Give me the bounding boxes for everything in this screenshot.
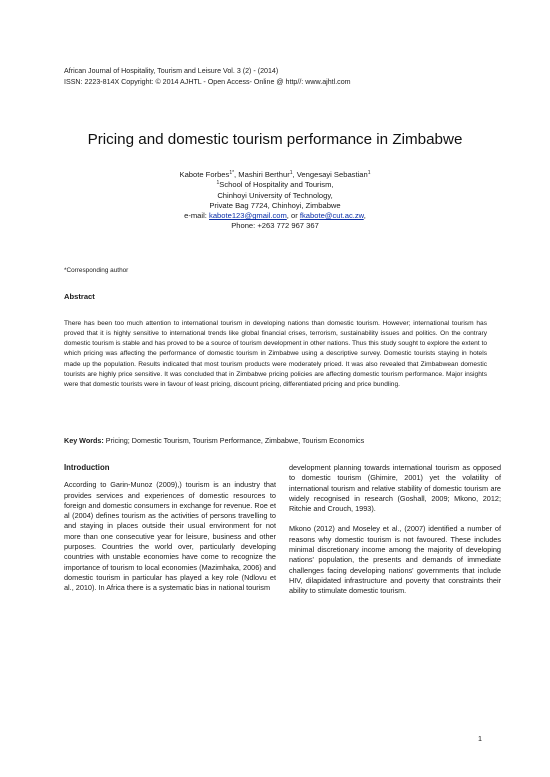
intro-paragraph-1: According to Garin-Munoz (2009),) tourism is an industry that provides services and experiences of domestic resources to foreign and domestic consumers in exchange for revenue. Roe et al (2004) defines tourism as the activities of persons travelling to and staying in places outside their usual environment for not more than one consecutive year for leisure, business and other purposes. Countries the world over, particularly developing countries with unstable economies have come to recognize the importance of tourism to local economies (Mazimhaka, 2006) and domestic tourism in particular has played a key role (Ndlovu et al., 2010). In Africa there is a systematic bias in national tourism [64,480,276,593]
right-column [289,463,501,597]
keywords-text: Pricing; Domestic Tourism, Tourism Performance, Zimbabwe, Tourism Economics [103,436,365,445]
intro-paragraph-2: development planning towards international tourism as opposed to domestic tourism (Ghimire, 2001) yet the volatility of international tourism and relative stability of domestic tourism are widely recognised in research (Goshall, 2009; Mkono, 2012; Ritchie and Crouch, 1993). [289,463,501,514]
left-column [64,463,276,594]
affiliation-address: Private Bag 7724, Chinhoyi, Zimbabwe [209,200,341,210]
introduction-heading: Introduction [64,463,110,472]
abstract-heading: Abstract [64,292,95,301]
email-separator: , or [286,211,300,221]
author-1-sup: 1* [229,170,235,176]
paper-title: Pricing and domestic tourism performance in Zimbabwe [87,131,463,148]
keywords-line [64,436,494,445]
email-prefix: e-mail: [184,211,210,221]
author-2-sup: 1 [289,170,293,176]
email-link-2[interactable]: fkabote@cut.ac.zw [299,211,364,221]
author-3-sup: 1 [367,170,371,176]
intro-paragraph-3: Mkono (2012) and Moseley et al., (2007) identified a number of reasons why domestic tourism is not favoured. These includes minimal discretionary income among the majority of developing nations' population, the presents and demands of immediate challenges facing developing nations' governments that include HIV, dilapidated infrastructure and poverty that constraints their ability to stimulate domestic tourism. [289,524,501,596]
affiliation-school [60,180,490,190]
email-link-1[interactable]: kabote123@gmail.com [209,211,287,221]
affiliation-university: Chinhoyi University of Technology, [217,190,333,200]
abstract-body: There has been too much attention to international tourism in developing nations than domestic tourism. However; international tourism has proved that it is highly sensitive to international trends like global financial crises, terrorism, sustainability issues and politics. On the contrary domestic tourism is stable and has proved to be a source of tourism development in other nations. Thus this study sought to explore the extent to which pricing was affecting the performance of domestic tourism in Zimbabwe using a descriptive survey. Domestic tourists staying in hotels made up the population. Results indicated that most tourism products were moderately priced. It was also revealed that Zimbabwean domestic tourists are highly price sensitive. It was concluded that in Zimbabwe pricing policies are affecting domestic tourism performance. Major insights were that domestic tourists were in favour of least pricing, discount pricing, differentiated pricing and price bundling. [64,319,487,389]
author-separator: , [234,170,239,179]
issn-line: ISSN: 2223-814X Copyright: © 2014 AJHTL - Open Access- Online @ http//: www.ajhtl.com [64,78,351,86]
page-number: 1 [478,734,482,743]
phone-line: Phone: +263 772 967 367 [231,221,319,231]
author-3-name: Vengesayi Sebastian [296,170,368,179]
author-block [60,170,490,232]
email-line [60,211,490,221]
journal-line: African Journal of Hospitality, Tourism and Leisure Vol. 3 (2) - (2014) [64,67,279,75]
affiliation-sup: 1 [216,180,220,187]
author-2-name: Mashiri Berthur [238,170,290,179]
author-names [60,170,490,180]
author-separator: , [292,170,297,179]
corresponding-author-note: *Corresponding author [64,267,129,274]
affiliation-school-text: School of Hospitality and Tourism, [219,180,334,190]
author-1-name: Kabote Forbes [179,170,230,179]
email-suffix: , [363,211,366,221]
running-header [64,66,504,88]
keywords-label: Key Words: [64,436,104,445]
